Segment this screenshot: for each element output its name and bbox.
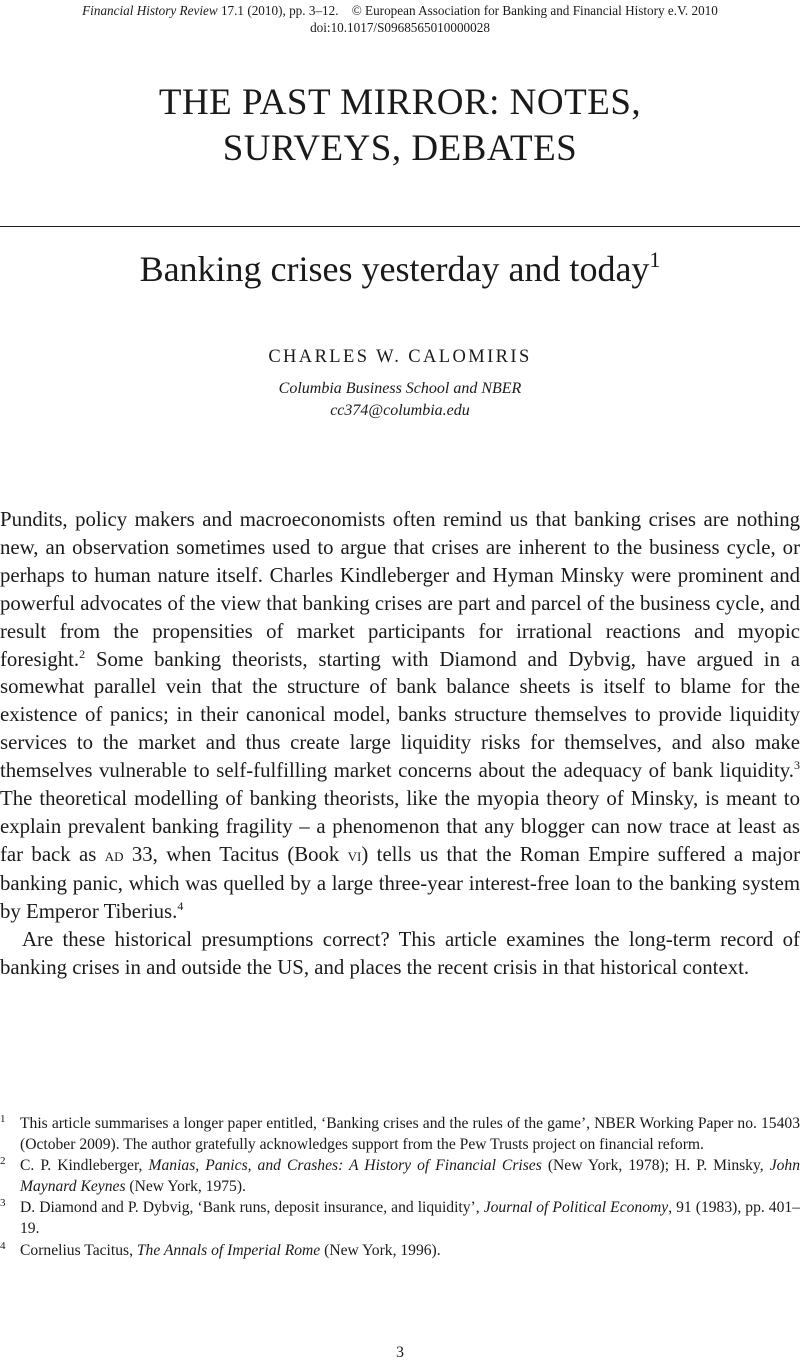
copyright-notice: © European Association for Banking and Financial History e.V. 2010 [351,3,718,18]
footnote-3 [0,1197,800,1239]
paragraph-1-text-b: Some banking theorists, starting with Diamond and Dybvig, have argued in a somewhat parallel vein that the structure of bank balance sheets is itself to blame for the existence of panics; in their canonical model, banks structure themselves to provide liquidity services to the market and thus create large liquidity risks for themselves, and also make themselves vulnerable to self-fulfilling market concerns about the adequacy of bank liquidity. [0,647,800,783]
footnote-4-number: 4 [0,1239,6,1252]
footnote-1 [0,1113,800,1155]
footnotes [0,1113,800,1261]
footnote-1-text: This article summarises a longer paper entitled, ‘Banking crises and the rules of the game’, NBER Working Paper no. 15403 (October 2009). The author gratefully acknowledges support from the Pew Trusts project on financial reform. [20,1115,800,1154]
article-title-footnote-marker[interactable]: 1 [649,247,661,272]
footnote-4-book-title: The Annals of Imperial Rome [136,1241,321,1259]
doi: doi:10.1017/S0968565010000028 [310,20,490,35]
footnote-3-journal-title: Journal of Political Economy [483,1199,669,1217]
footnote-2-text-c: (New York, 1978); H. P. Minsky, [541,1157,770,1175]
footnote-2-book-title-1: Manias, Panics, and Crashes: A History of Financial Crises [148,1157,542,1175]
title-divider [0,226,800,227]
section-title-line-1: THE PAST MIRROR: NOTES, [158,82,642,123]
paragraph-2: Are these historical presumptions correct? This article examines the long-term record of banking crises in and outside the US, and places the recent crisis in that historical context. [0,927,800,979]
journal-citation-line [0,2,800,19]
paragraph-1-text-c: The theoretical modelling of banking theorists, like the myopia theory of Minsky, is meant to explain prevalent banking fragility – a phenomenon that any blogger can now trace at least as far back as [0,787,800,866]
running-header [0,2,800,36]
footnote-marker-2[interactable]: 2 [79,646,86,661]
page-number: 3 [396,1344,404,1361]
footnote-2-book-title-2: John Maynard Keynes [20,1157,800,1196]
footnote-marker-4[interactable]: 4 [177,898,184,913]
footnote-4-text-c: (New York, 1996). [320,1241,441,1259]
article-title-text: Banking crises yesterday and today [139,249,650,289]
paragraph-1-text-d: 33, when Tacitus (Book [123,842,348,866]
footnote-3-number: 3 [0,1197,6,1210]
journal-citation: 17.1 (2010), pp. 3–12. [217,3,339,18]
author-email[interactable]: cc374@columbia.edu [330,402,470,419]
footnote-4-text-a: Cornelius Tacitus, [20,1241,137,1259]
footnote-3-text-c: , 91 (1983), pp. 401–19. [20,1199,800,1238]
footnote-4 [0,1240,800,1261]
footnote-2-text-a: C. P. Kindleberger, [20,1157,149,1175]
paragraph-1-text-e: ) tells us that the Roman Empire suffered a major banking panic, which was quelled by a large three-year interest-free loan to the banking system by Emperor Tiberius. [0,842,800,923]
author-affiliation-block [0,378,800,422]
footnote-marker-3[interactable]: 3 [794,758,800,773]
footnote-2-number: 2 [0,1155,6,1168]
footnote-2-text-e: (New York, 1975). [125,1178,246,1196]
author-name: CHARLES W. CALOMIRIS [268,347,532,367]
footnote-2 [0,1155,800,1197]
article-title [0,246,800,292]
section-title [0,80,800,172]
article-body [0,506,800,981]
book-number: vi [347,844,362,866]
affiliation: Columbia Business School and NBER [278,380,522,397]
journal-name: Financial History Review [82,3,218,18]
era-abbreviation: ad [104,844,124,866]
section-title-line-2: SURVEYS, DEBATES [222,128,578,169]
footnote-3-text-a: D. Diamond and P. Dybvig, ‘Bank runs, deposit insurance, and liquidity’, [20,1199,484,1217]
paragraph-1-text-a: Pundits, policy makers and macroeconomists often remind us that banking crises are nothing new, an observation sometimes used to argue that crises are inherent to the business cycle, or perhaps to human nature itself. Charles Kindleberger and Hyman Minsky were prominent and powerful advocates of the view that banking crises are part and parcel of the business cycle, and result from the propensities of market participants for irrational reactions and myopic foresight. [0,508,800,671]
footnote-1-number: 1 [0,1113,6,1125]
paragraph-1 [0,506,800,926]
